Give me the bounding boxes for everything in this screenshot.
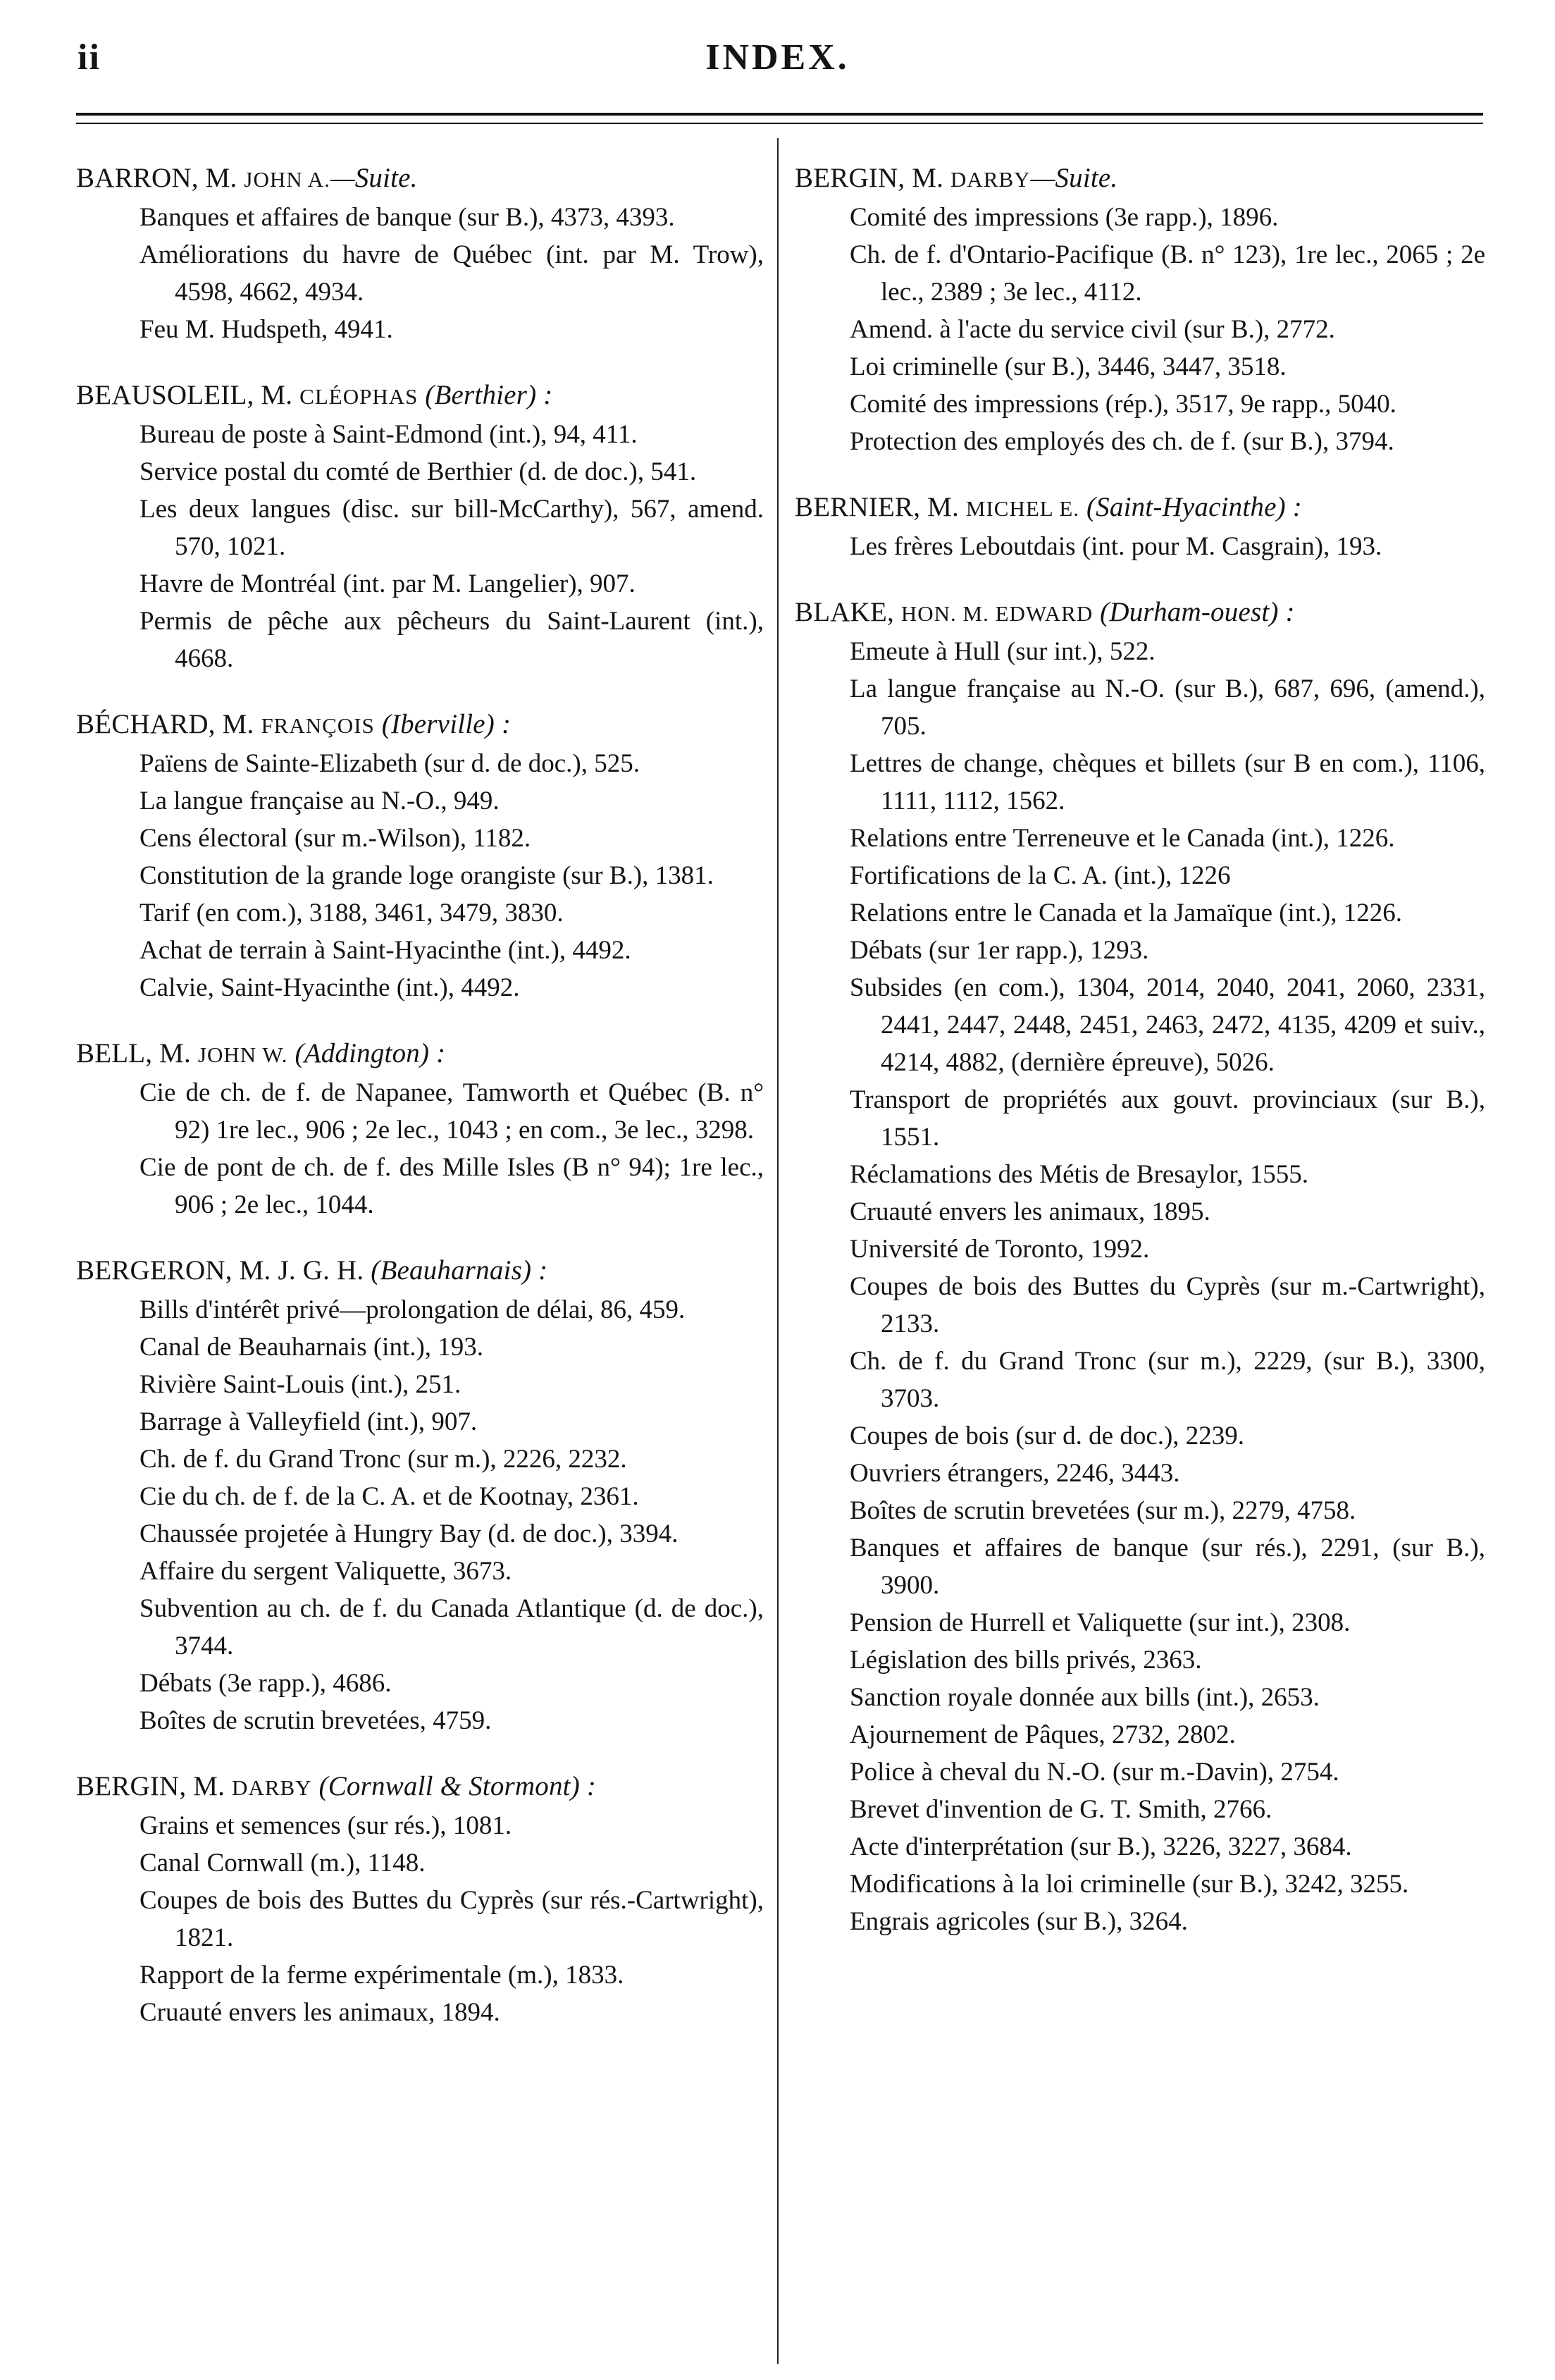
index-subentry: Amend. à l'acte du service civil (sur B.), 2772. xyxy=(850,315,1335,344)
index-entry xyxy=(76,705,764,1006)
index-subentry: Pension de Hurrell et Valiquette (sur int.), 2308. xyxy=(850,1608,1351,1637)
index-subentry: Rapport de la ferme expérimentale (m.), 1833. xyxy=(140,1961,624,1990)
entry-heading xyxy=(76,1768,764,1807)
page-number: ii xyxy=(78,37,101,78)
index-subentry: Ch. de f. du Grand Tronc (sur m.), 2226, 2232. xyxy=(140,1445,627,1474)
entry-heading xyxy=(76,705,764,745)
member-surname: BARRON, M. xyxy=(76,163,244,193)
index-subentry: Relations entre le Canada et la Jamaïque (int.), 1226. xyxy=(850,899,1402,927)
index-subentry: Ouvriers étrangers, 2246, 3443. xyxy=(850,1459,1180,1488)
index-entry xyxy=(795,593,1485,1940)
member-given-name: DARBY xyxy=(232,1775,312,1800)
column-divider xyxy=(777,138,779,2364)
member-surname: BELL, M. xyxy=(76,1038,198,1068)
index-subentry: Boîtes de scrutin brevetées, 4759. xyxy=(140,1706,492,1735)
index-subentry: Protection des employés des ch. de f. (sur B.), 3794. xyxy=(850,427,1394,456)
member-surname: BLAKE, xyxy=(795,597,901,627)
page-header xyxy=(0,37,1555,93)
index-subentry: Chaussée projetée à Hungry Bay (d. de doc.), 3394. xyxy=(140,1519,679,1548)
index-subentry: Tarif (en com.), 3188, 3461, 3479, 3830. xyxy=(140,899,564,927)
running-title: INDEX. xyxy=(705,37,850,78)
index-subentry: La langue française au N.-O., 949. xyxy=(140,787,500,815)
member-given-name: CLÉOPHAS xyxy=(299,384,419,409)
index-subentry: Cruauté envers les animaux, 1895. xyxy=(850,1197,1210,1226)
index-subentry: Réclamations des Métis de Bresaylor, 1555. xyxy=(850,1160,1309,1189)
index-subentry: Bills d'intérêt privé—prolongation de délai, 86, 459. xyxy=(140,1295,686,1324)
index-subentry: Subvention au ch. de f. du Canada Atlantique (d. de doc.), 3744. xyxy=(140,1594,764,1660)
entry-heading xyxy=(76,1252,764,1291)
index-subentry: Grains et semences (sur rés.), 1081. xyxy=(140,1811,512,1840)
member-surname: BERGERON, M. J. G. H. xyxy=(76,1255,364,1285)
index-subentry: Sanction royale donnée aux bills (int.), 2653. xyxy=(850,1683,1320,1712)
member-surname: BERGIN, M. xyxy=(76,1771,233,1801)
index-subentry: Coupes de bois des Buttes du Cyprès (sur m.-Cartwright), 2133. xyxy=(850,1272,1485,1338)
entry-heading xyxy=(795,593,1485,633)
index-entry xyxy=(76,1252,764,1739)
index-subentry: Cie de ch. de f. de Napanee, Tamworth et Québec (B. n° 92) 1re lec., 906 ; 2e lec., 1043 ; en com., 3e lec., 3298. xyxy=(140,1078,764,1145)
index-subentry: Banques et affaires de banque (sur rés.), 2291, (sur B.), 3900. xyxy=(850,1534,1485,1600)
index-subentry: Engrais agricoles (sur B.), 3264. xyxy=(850,1907,1188,1936)
index-subentry: Cruauté envers les animaux, 1894. xyxy=(140,1998,500,2027)
member-given-name: FRANÇOIS xyxy=(261,713,375,738)
member-surname: BERGIN, M. xyxy=(795,163,951,193)
index-subentry: Transport de propriétés aux gouvt. provinciaux (sur B.), 1551. xyxy=(850,1085,1485,1152)
index-subentry: La langue française au N.-O. (sur B.), 687, 696, (amend.), 705. xyxy=(850,674,1485,741)
index-subentry: Emeute à Hull (sur int.), 522. xyxy=(850,637,1156,666)
index-subentry: Police à cheval du N.-O. (sur m.-Davin), 2754. xyxy=(850,1758,1339,1787)
member-riding: (Berthier) : xyxy=(418,380,553,410)
index-subentry: Feu M. Hudspeth, 4941. xyxy=(140,315,393,344)
member-given-name: MICHEL E. xyxy=(965,496,1080,521)
member-riding: (Beauharnais) : xyxy=(364,1255,548,1285)
index-subentry: Comité des impressions (3e rapp.), 1896. xyxy=(850,203,1279,232)
index-subentry: Les deux langues (disc. sur bill-McCarthy), 567, amend. 570, 1021. xyxy=(140,495,764,561)
index-subentry: Canal de Beauharnais (int.), 193. xyxy=(140,1333,484,1362)
header-rule-thick xyxy=(76,113,1483,116)
entry-heading xyxy=(795,488,1485,528)
index-subentry: Barrage à Valleyfield (int.), 907. xyxy=(140,1407,478,1436)
member-given-name: JOHN W. xyxy=(197,1042,288,1067)
member-surname: BERNIER, M. xyxy=(795,492,966,522)
member-given-name: HON. M. EDWARD xyxy=(900,601,1094,626)
index-subentry: Cie de pont de ch. de f. des Mille Isles (B n° 94); 1re lec., 906 ; 2e lec., 1044. xyxy=(140,1153,764,1219)
index-subentry: Cens électoral (sur m.-Wilson), 1182. xyxy=(140,824,531,853)
index-subentry: Havre de Montréal (int. par M. Langelier), 907. xyxy=(140,569,636,598)
member-given-name: DARBY xyxy=(950,167,1031,192)
index-subentry: Cie du ch. de f. de la C. A. et de Kootnay, 2361. xyxy=(140,1482,639,1511)
member-riding: (Saint-Hyacinthe) : xyxy=(1079,492,1302,522)
index-subentry: Achat de terrain à Saint-Hyacinthe (int.), 4492. xyxy=(140,936,631,965)
member-riding: —Suite. xyxy=(330,163,418,193)
index-subentry: Païens de Sainte-Elizabeth (sur d. de doc.), 525. xyxy=(140,749,640,778)
index-entry xyxy=(795,488,1485,565)
index-subentry: Lettres de change, chèques et billets (sur B en com.), 1106, 1111, 1112, 1562. xyxy=(850,749,1485,815)
index-subentry: Brevet d'invention de G. T. Smith, 2766. xyxy=(850,1795,1272,1824)
index-subentry: Fortifications de la C. A. (int.), 1226 xyxy=(850,861,1231,890)
index-subentry: Service postal du comté de Berthier (d. de doc.), 541. xyxy=(140,457,697,486)
index-subentry: Coupes de bois (sur d. de doc.), 2239. xyxy=(850,1422,1245,1450)
index-subentry: Subsides (en com.), 1304, 2014, 2040, 2041, 2060, 2331, 2441, 2447, 2448, 2451, 2463, 2472, 4135, 4209 et suiv., 4214, 4882, (dernière épreuve), 5026. xyxy=(850,973,1485,1077)
index-subentry: Les frères Leboutdais (int. pour M. Casgrain), 193. xyxy=(850,532,1382,561)
index-subentry: Ch. de f. d'Ontario-Pacifique (B. n° 123), 1re lec., 2065 ; 2e lec., 2389 ; 3e lec., 4112. xyxy=(850,240,1485,307)
index-entry xyxy=(76,159,764,348)
entry-heading xyxy=(76,159,764,199)
member-riding: (Addington) : xyxy=(287,1038,446,1068)
index-subentry: Loi criminelle (sur B.), 3446, 3447, 3518. xyxy=(850,352,1287,381)
member-riding: (Cornwall & Stormont) : xyxy=(311,1771,597,1801)
index-subentry: Relations entre Terreneuve et le Canada (int.), 1226. xyxy=(850,824,1395,853)
index-entry xyxy=(76,1768,764,2031)
member-given-name: JOHN A. xyxy=(244,167,330,192)
index-column-right xyxy=(795,159,1485,1968)
index-subentry: Constitution de la grande loge orangiste (sur B.), 1381. xyxy=(140,861,714,890)
index-subentry: Comité des impressions (rép.), 3517, 9e rapp., 5040. xyxy=(850,390,1396,419)
member-riding: (Iberville) : xyxy=(374,709,512,739)
index-subentry: Améliorations du havre de Québec (int. par M. Trow), 4598, 4662, 4934. xyxy=(140,240,764,307)
member-riding: —Suite. xyxy=(1030,163,1118,193)
entry-heading xyxy=(795,159,1485,199)
index-subentry: Débats (sur 1er rapp.), 1293. xyxy=(850,936,1149,965)
index-entry xyxy=(76,1035,764,1223)
index-subentry: Débats (3e rapp.), 4686. xyxy=(140,1669,392,1698)
index-subentry: Législation des bills privés, 2363. xyxy=(850,1646,1202,1675)
index-subentry: Affaire du sergent Valiquette, 3673. xyxy=(140,1557,512,1586)
index-subentry: Canal Cornwall (m.), 1148. xyxy=(140,1849,426,1878)
member-surname: BEAUSOLEIL, M. xyxy=(76,380,300,410)
index-entry xyxy=(795,159,1485,460)
entry-heading xyxy=(76,1035,764,1074)
header-rule-thin xyxy=(76,123,1483,124)
index-subentry: Permis de pêche aux pêcheurs du Saint-Laurent (int.), 4668. xyxy=(140,607,764,673)
index-subentry: Calvie, Saint-Hyacinthe (int.), 4492. xyxy=(140,973,520,1002)
entry-heading xyxy=(76,376,764,416)
index-subentry: Ch. de f. du Grand Tronc (sur m.), 2229, (sur B.), 3300, 3703. xyxy=(850,1347,1485,1413)
index-subentry: Acte d'interprétation (sur B.), 3226, 3227, 3684. xyxy=(850,1832,1352,1861)
index-subentry: Boîtes de scrutin brevetées (sur m.), 2279, 4758. xyxy=(850,1496,1356,1525)
index-subentry: Coupes de bois des Buttes du Cyprès (sur rés.-Cartwright), 1821. xyxy=(140,1886,764,1952)
index-subentry: Ajournement de Pâques, 2732, 2802. xyxy=(850,1720,1236,1749)
index-subentry: Banques et affaires de banque (sur B.), 4373, 4393. xyxy=(140,203,675,232)
index-subentry: Université de Toronto, 1992. xyxy=(850,1235,1150,1264)
index-column-left xyxy=(76,159,764,2059)
member-surname: BÉCHARD, M. xyxy=(76,709,261,739)
index-subentry: Bureau de poste à Saint-Edmond (int.), 94, 411. xyxy=(140,420,638,449)
member-riding: (Durham-ouest) : xyxy=(1093,597,1295,627)
index-subentry: Rivière Saint-Louis (int.), 251. xyxy=(140,1370,461,1399)
index-entry xyxy=(76,376,764,677)
index-subentry: Modifications à la loi criminelle (sur B.), 3242, 3255. xyxy=(850,1870,1409,1899)
